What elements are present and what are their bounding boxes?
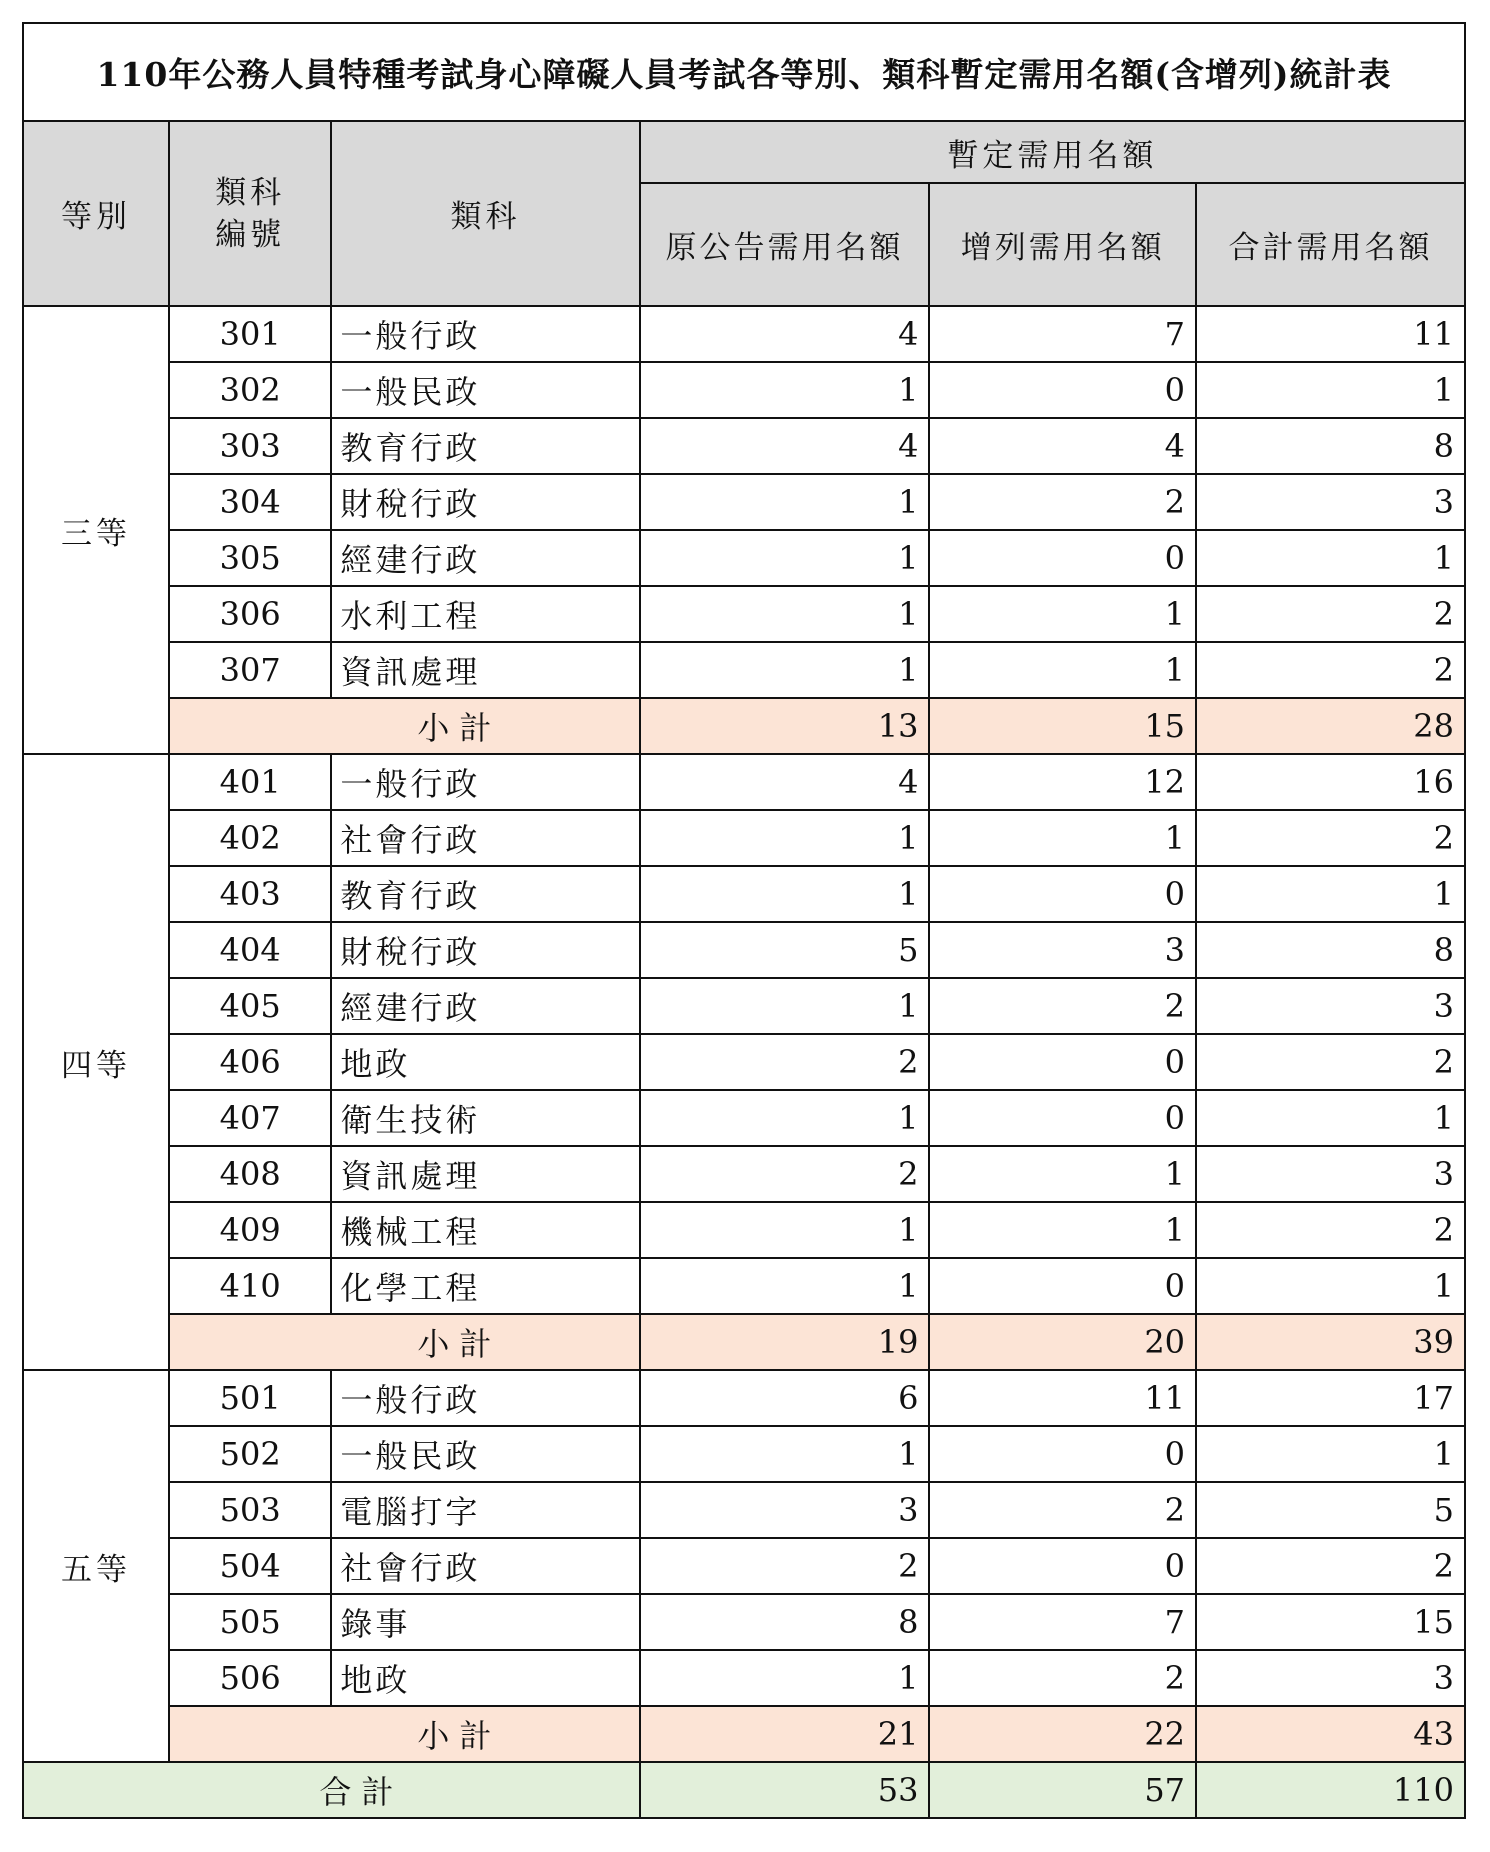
code-cell: 406 xyxy=(169,1034,331,1090)
table-row xyxy=(23,1594,1465,1650)
code-cell: 301 xyxy=(169,306,331,362)
added-cell: 1 xyxy=(929,642,1196,698)
header-group: 暫定需用名額 xyxy=(640,121,1465,183)
code-cell: 410 xyxy=(169,1258,331,1314)
total-cell: 15 xyxy=(1196,1594,1465,1650)
original-cell: 2 xyxy=(640,1538,930,1594)
added-cell: 11 xyxy=(929,1370,1196,1426)
total-cell: 8 xyxy=(1196,922,1465,978)
code-cell: 303 xyxy=(169,418,331,474)
total-cell: 3 xyxy=(1196,1650,1465,1706)
total-cell: 2 xyxy=(1196,642,1465,698)
added-cell: 4 xyxy=(929,418,1196,474)
total-cell: 1 xyxy=(1196,1426,1465,1482)
subtotal-original: 13 xyxy=(640,698,930,754)
grand-total-total: 110 xyxy=(1196,1762,1465,1818)
added-cell: 0 xyxy=(929,1258,1196,1314)
original-cell: 1 xyxy=(640,810,930,866)
table-row xyxy=(23,1090,1465,1146)
original-cell: 1 xyxy=(640,866,930,922)
table-row xyxy=(23,418,1465,474)
table-row xyxy=(23,474,1465,530)
code-cell: 409 xyxy=(169,1202,331,1258)
table-row xyxy=(23,1650,1465,1706)
original-cell: 2 xyxy=(640,1146,930,1202)
code-cell: 401 xyxy=(169,754,331,810)
table-row xyxy=(23,530,1465,586)
subject-cell: 化學工程 xyxy=(331,1258,639,1314)
added-cell: 2 xyxy=(929,474,1196,530)
subject-cell: 財稅行政 xyxy=(331,922,639,978)
added-cell: 0 xyxy=(929,1090,1196,1146)
total-cell: 3 xyxy=(1196,978,1465,1034)
original-cell: 1 xyxy=(640,1650,930,1706)
table-row xyxy=(23,978,1465,1034)
original-cell: 4 xyxy=(640,418,930,474)
added-cell: 0 xyxy=(929,1426,1196,1482)
added-cell: 7 xyxy=(929,1594,1196,1650)
subject-cell: 地政 xyxy=(331,1034,639,1090)
original-cell: 1 xyxy=(640,586,930,642)
subtotal-label: 小計 xyxy=(169,698,640,754)
added-cell: 1 xyxy=(929,1202,1196,1258)
total-cell: 8 xyxy=(1196,418,1465,474)
code-cell: 506 xyxy=(169,1650,331,1706)
code-cell: 505 xyxy=(169,1594,331,1650)
subtotal-row xyxy=(23,1314,1465,1370)
subject-cell: 財稅行政 xyxy=(331,474,639,530)
total-cell: 3 xyxy=(1196,474,1465,530)
subject-cell: 一般民政 xyxy=(331,1426,639,1482)
code-cell: 504 xyxy=(169,1538,331,1594)
header-subject: 類科 xyxy=(331,121,639,306)
subtotal-row xyxy=(23,698,1465,754)
subtotal-added: 22 xyxy=(929,1706,1196,1762)
subject-cell: 錄事 xyxy=(331,1594,639,1650)
original-cell: 3 xyxy=(640,1482,930,1538)
code-cell: 307 xyxy=(169,642,331,698)
table-row xyxy=(23,306,1465,362)
subject-cell: 經建行政 xyxy=(331,530,639,586)
grade-cell: 四等 xyxy=(23,754,169,1370)
total-cell: 17 xyxy=(1196,1370,1465,1426)
subtotal-added: 20 xyxy=(929,1314,1196,1370)
table-row xyxy=(23,362,1465,418)
table-row xyxy=(23,1146,1465,1202)
subject-cell: 地政 xyxy=(331,1650,639,1706)
added-cell: 7 xyxy=(929,306,1196,362)
subject-cell: 一般行政 xyxy=(331,1370,639,1426)
header-code-label: 類科 編號 xyxy=(215,174,286,253)
original-cell: 1 xyxy=(640,474,930,530)
code-cell: 404 xyxy=(169,922,331,978)
code-cell: 501 xyxy=(169,1370,331,1426)
added-cell: 0 xyxy=(929,530,1196,586)
original-cell: 1 xyxy=(640,1202,930,1258)
total-cell: 1 xyxy=(1196,1090,1465,1146)
added-cell: 0 xyxy=(929,362,1196,418)
added-cell: 0 xyxy=(929,1538,1196,1594)
subtotal-total: 43 xyxy=(1196,1706,1465,1762)
subject-cell: 經建行政 xyxy=(331,978,639,1034)
subject-cell: 一般行政 xyxy=(331,754,639,810)
added-cell: 1 xyxy=(929,810,1196,866)
total-cell: 5 xyxy=(1196,1482,1465,1538)
code-cell: 408 xyxy=(169,1146,331,1202)
table-row xyxy=(23,1426,1465,1482)
subject-cell: 電腦打字 xyxy=(331,1482,639,1538)
original-cell: 2 xyxy=(640,1034,930,1090)
original-cell: 1 xyxy=(640,978,930,1034)
subtotal-original: 19 xyxy=(640,1314,930,1370)
code-cell: 403 xyxy=(169,866,331,922)
original-cell: 1 xyxy=(640,1426,930,1482)
added-cell: 3 xyxy=(929,922,1196,978)
code-cell: 402 xyxy=(169,810,331,866)
original-cell: 4 xyxy=(640,754,930,810)
header-added: 增列需用名額 xyxy=(929,183,1196,306)
subtotal-total: 28 xyxy=(1196,698,1465,754)
subtotal-added: 15 xyxy=(929,698,1196,754)
table-row xyxy=(23,1202,1465,1258)
added-cell: 0 xyxy=(929,1034,1196,1090)
grand-total-row xyxy=(23,1762,1465,1818)
table-row xyxy=(23,1370,1465,1426)
total-cell: 11 xyxy=(1196,306,1465,362)
subject-cell: 衛生技術 xyxy=(331,1090,639,1146)
added-cell: 12 xyxy=(929,754,1196,810)
header-total: 合計需用名額 xyxy=(1196,183,1465,306)
table-row xyxy=(23,1034,1465,1090)
subject-cell: 一般行政 xyxy=(331,306,639,362)
subject-cell: 機械工程 xyxy=(331,1202,639,1258)
original-cell: 1 xyxy=(640,642,930,698)
total-cell: 1 xyxy=(1196,530,1465,586)
added-cell: 0 xyxy=(929,866,1196,922)
table-title: 110年公務人員特種考試身心障礙人員考試各等別、類科暫定需用名額(含增列)統計表 xyxy=(23,23,1465,121)
original-cell: 5 xyxy=(640,922,930,978)
grade-cell: 五等 xyxy=(23,1370,169,1762)
table-row xyxy=(23,642,1465,698)
total-cell: 1 xyxy=(1196,362,1465,418)
code-cell: 306 xyxy=(169,586,331,642)
table-row xyxy=(23,1538,1465,1594)
statistics-sheet xyxy=(22,22,1466,1819)
grand-total-original: 53 xyxy=(640,1762,930,1818)
total-cell: 3 xyxy=(1196,1146,1465,1202)
subject-cell: 資訊處理 xyxy=(331,1146,639,1202)
code-cell: 502 xyxy=(169,1426,331,1482)
total-cell: 2 xyxy=(1196,1034,1465,1090)
total-cell: 16 xyxy=(1196,754,1465,810)
quota-table xyxy=(22,22,1466,1819)
table-body xyxy=(23,306,1465,1818)
table-row xyxy=(23,922,1465,978)
grade-cell: 三等 xyxy=(23,306,169,754)
added-cell: 2 xyxy=(929,978,1196,1034)
table-row xyxy=(23,1482,1465,1538)
total-cell: 2 xyxy=(1196,1538,1465,1594)
original-cell: 1 xyxy=(640,362,930,418)
header-grade: 等別 xyxy=(23,121,169,306)
original-cell: 8 xyxy=(640,1594,930,1650)
total-cell: 1 xyxy=(1196,1258,1465,1314)
subject-cell: 水利工程 xyxy=(331,586,639,642)
total-cell: 2 xyxy=(1196,1202,1465,1258)
table-row xyxy=(23,1258,1465,1314)
original-cell: 1 xyxy=(640,1258,930,1314)
total-cell: 2 xyxy=(1196,586,1465,642)
subtotal-row xyxy=(23,1706,1465,1762)
subject-cell: 教育行政 xyxy=(331,418,639,474)
subject-cell: 社會行政 xyxy=(331,810,639,866)
total-cell: 1 xyxy=(1196,866,1465,922)
original-cell: 6 xyxy=(640,1370,930,1426)
code-cell: 503 xyxy=(169,1482,331,1538)
original-cell: 1 xyxy=(640,1090,930,1146)
subtotal-total: 39 xyxy=(1196,1314,1465,1370)
code-cell: 405 xyxy=(169,978,331,1034)
added-cell: 1 xyxy=(929,1146,1196,1202)
code-cell: 407 xyxy=(169,1090,331,1146)
total-cell: 2 xyxy=(1196,810,1465,866)
subtotal-original: 21 xyxy=(640,1706,930,1762)
original-cell: 1 xyxy=(640,530,930,586)
table-row xyxy=(23,586,1465,642)
table-row xyxy=(23,754,1465,810)
code-cell: 304 xyxy=(169,474,331,530)
code-cell: 302 xyxy=(169,362,331,418)
header-original: 原公告需用名額 xyxy=(640,183,930,306)
grand-total-added: 57 xyxy=(929,1762,1196,1818)
original-cell: 4 xyxy=(640,306,930,362)
table-row xyxy=(23,810,1465,866)
table-row xyxy=(23,866,1465,922)
subtotal-label: 小計 xyxy=(169,1314,640,1370)
added-cell: 2 xyxy=(929,1650,1196,1706)
added-cell: 1 xyxy=(929,586,1196,642)
subject-cell: 一般民政 xyxy=(331,362,639,418)
header-code xyxy=(169,121,331,306)
subject-cell: 資訊處理 xyxy=(331,642,639,698)
code-cell: 305 xyxy=(169,530,331,586)
subject-cell: 教育行政 xyxy=(331,866,639,922)
subtotal-label: 小計 xyxy=(169,1706,640,1762)
added-cell: 2 xyxy=(929,1482,1196,1538)
subject-cell: 社會行政 xyxy=(331,1538,639,1594)
grand-total-label: 合計 xyxy=(23,1762,640,1818)
